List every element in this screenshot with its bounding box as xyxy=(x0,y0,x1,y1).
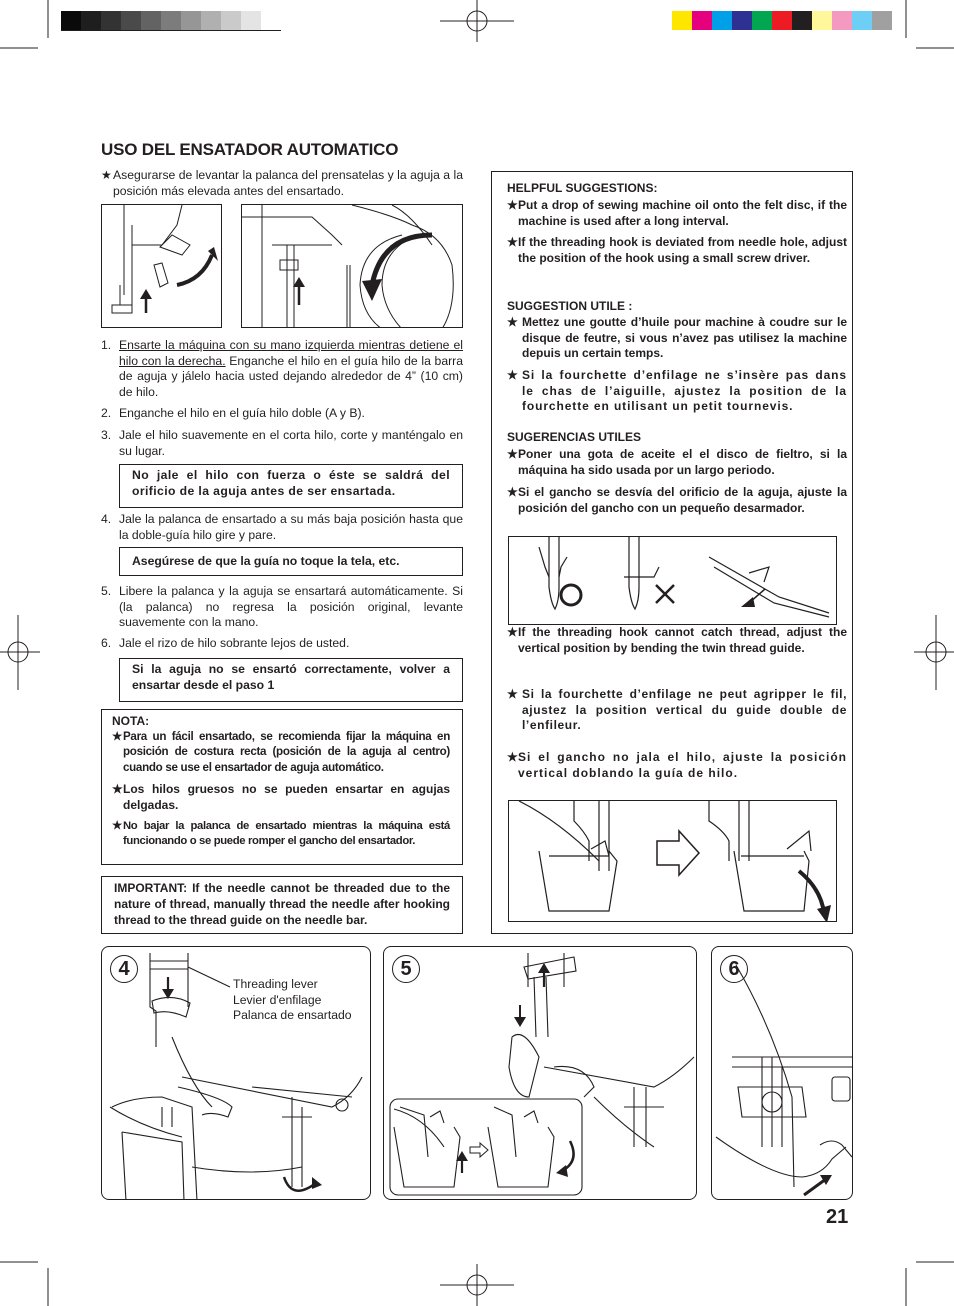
nota-item-3: ★ No bajar la palanca de ensartado mientras la máquina está funcionando o se puede romper el gancho del ensartador. xyxy=(112,820,450,848)
figure-handwheel xyxy=(241,204,463,328)
suggestions-box xyxy=(491,171,853,934)
illustration-step-6 xyxy=(712,947,853,1200)
fr-item-1: ★ Mettez une goutte d’huile pour machine à coudre sur le disque de feutre, si vous n’avez pas utilisez la machine depuis un certain temps. xyxy=(507,315,847,361)
nota-item-2: ★ Los hilos gruesos no se pueden ensartar en agujas delgadas. xyxy=(112,782,450,812)
figure-presser-lever xyxy=(101,204,222,328)
intro-note xyxy=(101,168,463,199)
figure-thread-guide-bending xyxy=(508,800,837,922)
label-es: Palanca de ensartado xyxy=(233,1008,352,1023)
nota-item-1: ★ Para un fácil ensartado, se recomienda fijar la máquina en posición de costura recta (posición de la aguja al centro) cuando se use el ensartador de aguja automático. xyxy=(112,730,450,774)
intro-text: Asegurarse de levantar la palanca del prensatelas y la aguja a la posición más elevada antes del ensartado. xyxy=(113,168,463,198)
fr-suggestions-title: SUGGESTION UTILE : xyxy=(507,299,633,313)
panel-step-6 xyxy=(711,946,853,1200)
illustration-step-4 xyxy=(102,947,371,1200)
panel-step-5 xyxy=(383,946,697,1200)
label-en: Threading lever xyxy=(233,977,318,991)
nota-title: NOTA: xyxy=(112,714,150,728)
panel-step-4 xyxy=(101,946,371,1200)
en-suggestions-title: HELPFUL SUGGESTIONS: xyxy=(507,181,658,195)
page-number: 21 xyxy=(826,1206,849,1228)
important-box: IMPORTANT: If the needle cannot be threaded due to the nature of thread, manually thread the needle after hooking thread to the thread guide on the needle bar. xyxy=(101,876,463,934)
step-number-5: 5 xyxy=(392,955,420,983)
page-title: USO DEL ENSATADOR AUTOMATICO xyxy=(101,140,399,159)
es-item-1: ★ Poner una gota de aceite el el disco de fieltro, si la máquina ha sido usada por un largo periodo. xyxy=(507,447,847,477)
warning-box-3: Si la aguja no se ensartó correctamente, volver a ensartar desde el paso 1 xyxy=(119,658,463,702)
illustration-step-5 xyxy=(384,947,697,1200)
figure-hook-position xyxy=(508,536,837,625)
label-fr: Levier d'enfilage xyxy=(233,992,322,1007)
after-item-en: ★ If the threading hook cannot catch thread, adjust the vertical position by bending the twin thread guide. xyxy=(507,625,847,655)
es-item-2: ★ Si el gancho se desvía del orificio de la aguja, ajuste la posición del gancho con un pequeño desarmador. xyxy=(507,485,847,515)
fr-item-2: ★ Si la fourchette d’enfilage ne s’insère pas dans le chas de l’aiguille, ajustez la position de la fourchette en utilisant un petit tournevis. xyxy=(507,368,847,414)
step-number-4: 4 xyxy=(110,955,138,983)
es-suggestions-title: SUGERENCIAS UTILES xyxy=(507,430,642,444)
step-number-6: 6 xyxy=(720,955,748,983)
warning-box-1: No jale el hilo con fuerza o éste se saldrá del orificio de la aguja antes de ser ensartada. xyxy=(119,464,463,508)
after-item-es: ★ Si el gancho no jala el hilo, ajuste la posición vertical doblando la guía de hilo. xyxy=(507,750,847,780)
warning-box-2: Asegúrese de que la guía no toque la tela, etc. xyxy=(119,547,463,576)
after-item-fr: ★ Si la fourchette d’enfilage ne peut agripper le fil, ajustez la position vertical du guide double de l’enfileur. xyxy=(507,687,847,733)
en-item-1: ★ Put a drop of sewing machine oil onto the felt disc, if the machine is used after a long interval. xyxy=(507,198,847,228)
nota-box xyxy=(101,709,463,865)
en-item-2: ★ If the threading hook is deviated from needle hole, adjust the position of the hook using a small screw driver. xyxy=(507,235,847,265)
star-icon: ★ xyxy=(101,168,112,182)
step-1-underlined: Ensarte la máquina con su mano izquierda mientras detiene el hilo con la derecha. xyxy=(119,338,463,368)
